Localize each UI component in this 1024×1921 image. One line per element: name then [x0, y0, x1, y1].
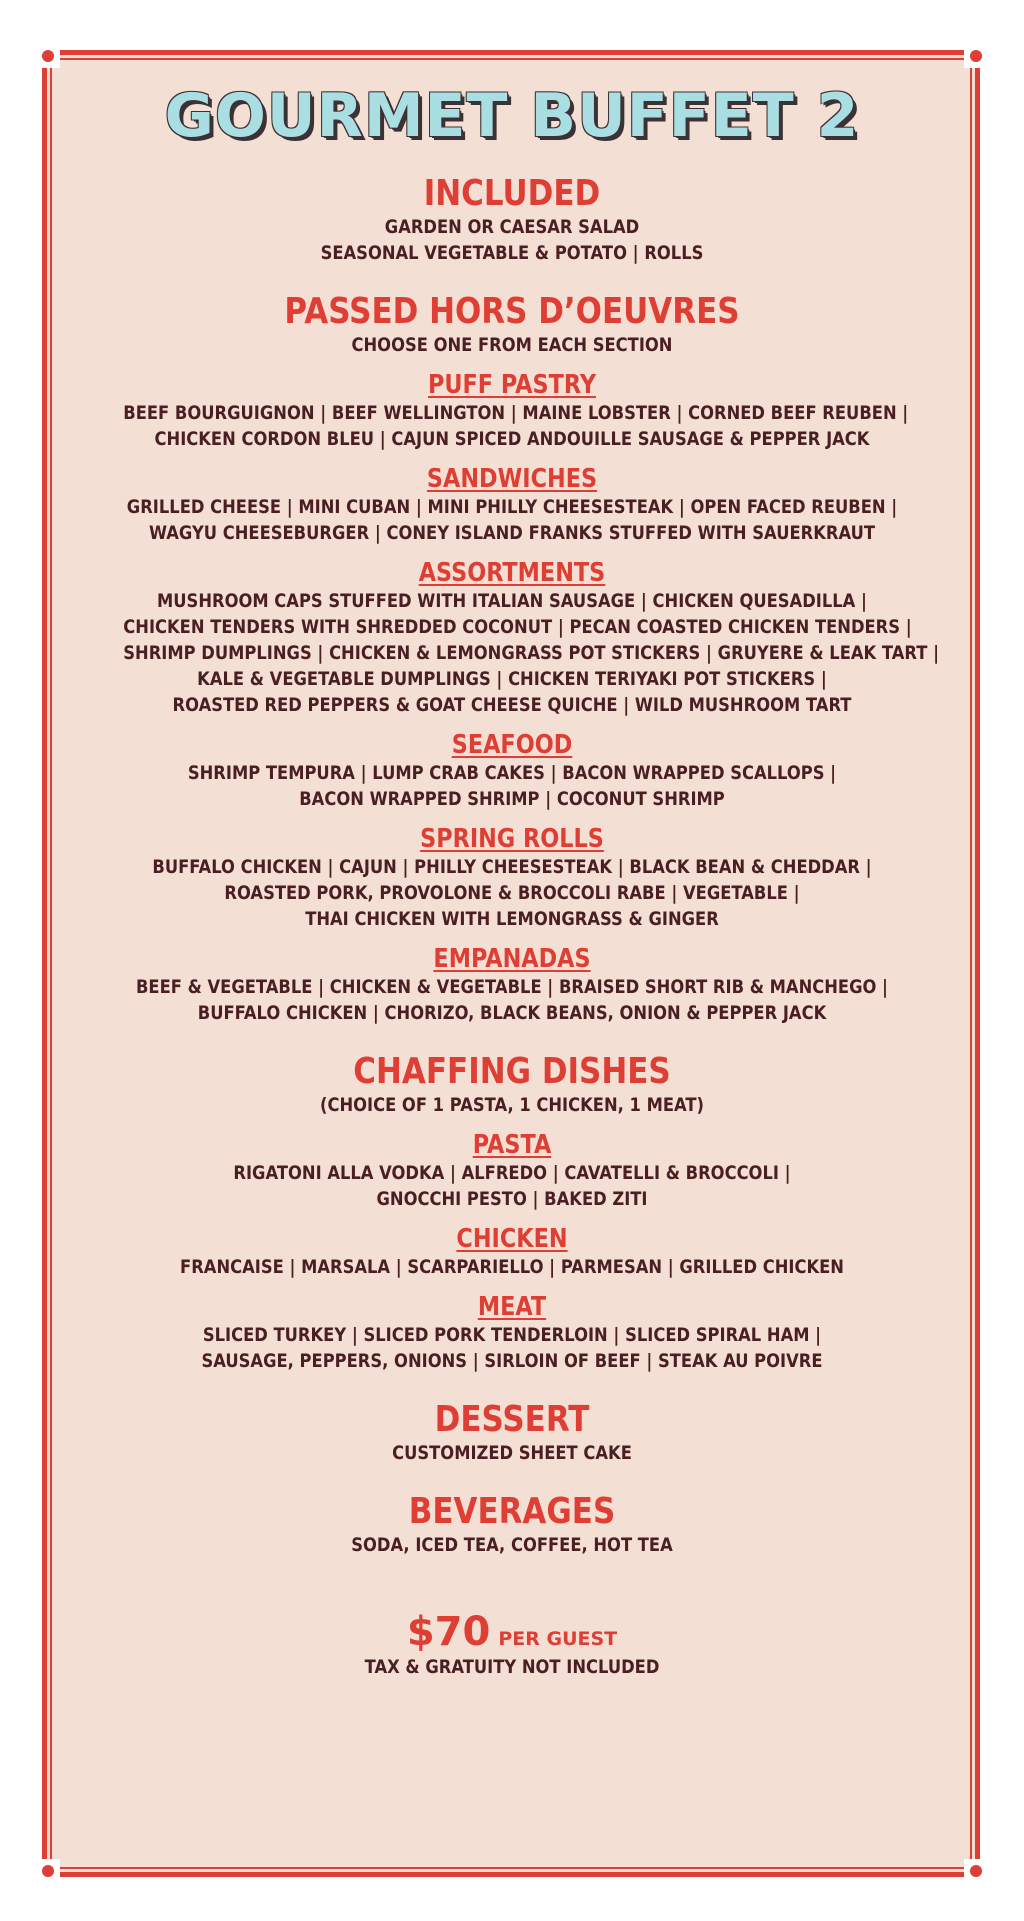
dessert-heading: DESSERT: [434, 1399, 590, 1440]
menu-item-line: SHRIMP TEMPURA | LUMP CRAB CAKES | BACON WRAPPED SCALLOPS |: [187, 762, 837, 784]
menu-item-line: WAGYU CHEESEBURGER | CONEY ISLAND FRANKS STUFFED WITH SAUERKRAUT: [148, 522, 876, 544]
menu-item-line: MUSHROOM CAPS STUFFED WITH ITALIAN SAUSAGE | CHICKEN QUESADILLA |: [157, 590, 867, 612]
beverages-heading: BEVERAGES: [408, 1491, 616, 1532]
menu-section-heading: PASTA: [472, 1130, 552, 1160]
price-amount: $70: [406, 1609, 491, 1655]
menu-item-line: BUFFALO CHICKEN | CAJUN | PHILLY CHEESESTEAK | BLACK BEAN & CHEDDAR |: [152, 856, 872, 878]
menu-item-line: GNOCCHI PESTO | BAKED ZITI: [376, 1188, 648, 1210]
corner-dot: [42, 50, 54, 62]
menu-section-heading: SEAFOOD: [451, 730, 573, 760]
menu-section-heading: ASSORTMENTS: [418, 558, 606, 588]
price-per-guest: PER GUEST: [498, 1628, 618, 1650]
hors-doeuvres-note: CHOOSE ONE FROM EACH SECTION: [351, 334, 673, 356]
menu-item-line: SLICED TURKEY | SLICED PORK TENDERLOIN | SLICED SPIRAL HAM |: [202, 1324, 822, 1346]
corner-dot: [970, 50, 982, 62]
chaffing-heading: CHAFFING DISHES: [353, 1051, 671, 1092]
included-line: SEASONAL VEGETABLE & POTATO | ROLLS: [320, 242, 704, 264]
corner-dot: [42, 1865, 54, 1877]
menu-item-line: CHICKEN CORDON BLEU | CAJUN SPICED ANDOUILLE SAUSAGE & PEPPER JACK: [154, 428, 870, 450]
menu-item-line: RIGATONI ALLA VODKA | ALFREDO | CAVATELLI & BROCCOLI |: [233, 1162, 791, 1184]
price-note: TAX & GRATUITY NOT INCLUDED: [364, 1656, 660, 1678]
menu-item-line: GRILLED CHEESE | MINI CUBAN | MINI PHILLY CHEESESTEAK | OPEN FACED REUBEN |: [126, 496, 898, 518]
menu-content: [60, 62, 964, 1680]
included-line: GARDEN OR CAESAR SALAD: [384, 216, 640, 238]
menu-item-line: SHRIMP DUMPLINGS | CHICKEN & LEMONGRASS POT STICKERS | GRUYERE & LEAK TART |: [123, 642, 940, 664]
included-heading: INCLUDED: [423, 173, 601, 214]
menu-item-line: SAUSAGE, PEPPERS, ONIONS | SIRLOIN OF BEEF | STEAK AU POIVRE: [201, 1350, 823, 1372]
chaffing-note: (CHOICE OF 1 PASTA, 1 CHICKEN, 1 MEAT): [319, 1094, 705, 1116]
menu-item-line: BACON WRAPPED SHRIMP | COCONUT SHRIMP: [299, 788, 725, 810]
hors-doeuvres-heading: PASSED HORS D’OEUVRES: [284, 291, 740, 332]
menu-item-line: ROASTED PORK, PROVOLONE & BROCCOLI RABE | VEGETABLE |: [224, 882, 800, 904]
menu-item-line: KALE & VEGETABLE DUMPLINGS | CHICKEN TERIYAKI POT STICKERS |: [197, 668, 827, 690]
menu-item-line: ROASTED RED PEPPERS & GOAT CHEESE QUICHE | WILD MUSHROOM TART: [172, 694, 852, 716]
chaffing-sections: [60, 1118, 964, 1374]
price-row: [60, 1610, 964, 1654]
menu-section-heading: EMPANADAS: [433, 944, 591, 974]
menu-section-heading: CHICKEN: [456, 1224, 568, 1254]
menu-section-heading: SPRING ROLLS: [420, 824, 604, 854]
menu-section-heading: SANDWICHES: [426, 464, 598, 494]
menu-item-line: CHICKEN TENDERS WITH SHREDDED COCONUT | PECAN COASTED CHICKEN TENDERS |: [123, 616, 912, 638]
menu-item-line: BEEF BOURGUIGNON | BEEF WELLINGTON | MAINE LOBSTER | CORNED BEEF REUBEN |: [123, 402, 909, 424]
menu-item-line: BEEF & VEGETABLE | CHICKEN & VEGETABLE | BRAISED SHORT RIB & MANCHEGO |: [135, 976, 889, 998]
menu-item-line: THAI CHICKEN WITH LEMONGRASS & GINGER: [305, 908, 719, 930]
menu-item-line: BUFFALO CHICKEN | CHORIZO, BLACK BEANS, ONION & PEPPER JACK: [197, 1002, 827, 1024]
menu-item-line: FRANCAISE | MARSALA | SCARPARIELLO | PARMESAN | GRILLED CHICKEN: [180, 1256, 844, 1278]
hors-doeuvres-sections: [60, 358, 964, 1026]
beverages-line: SODA, ICED TEA, COFFEE, HOT TEA: [351, 1534, 673, 1556]
menu-section-heading: MEAT: [477, 1292, 547, 1322]
menu-section-heading: PUFF PASTRY: [427, 370, 597, 400]
corner-dot: [970, 1865, 982, 1877]
menu-title: GOURMET BUFFET 2: [164, 81, 860, 151]
dessert-line: CUSTOMIZED SHEET CAKE: [392, 1442, 632, 1464]
